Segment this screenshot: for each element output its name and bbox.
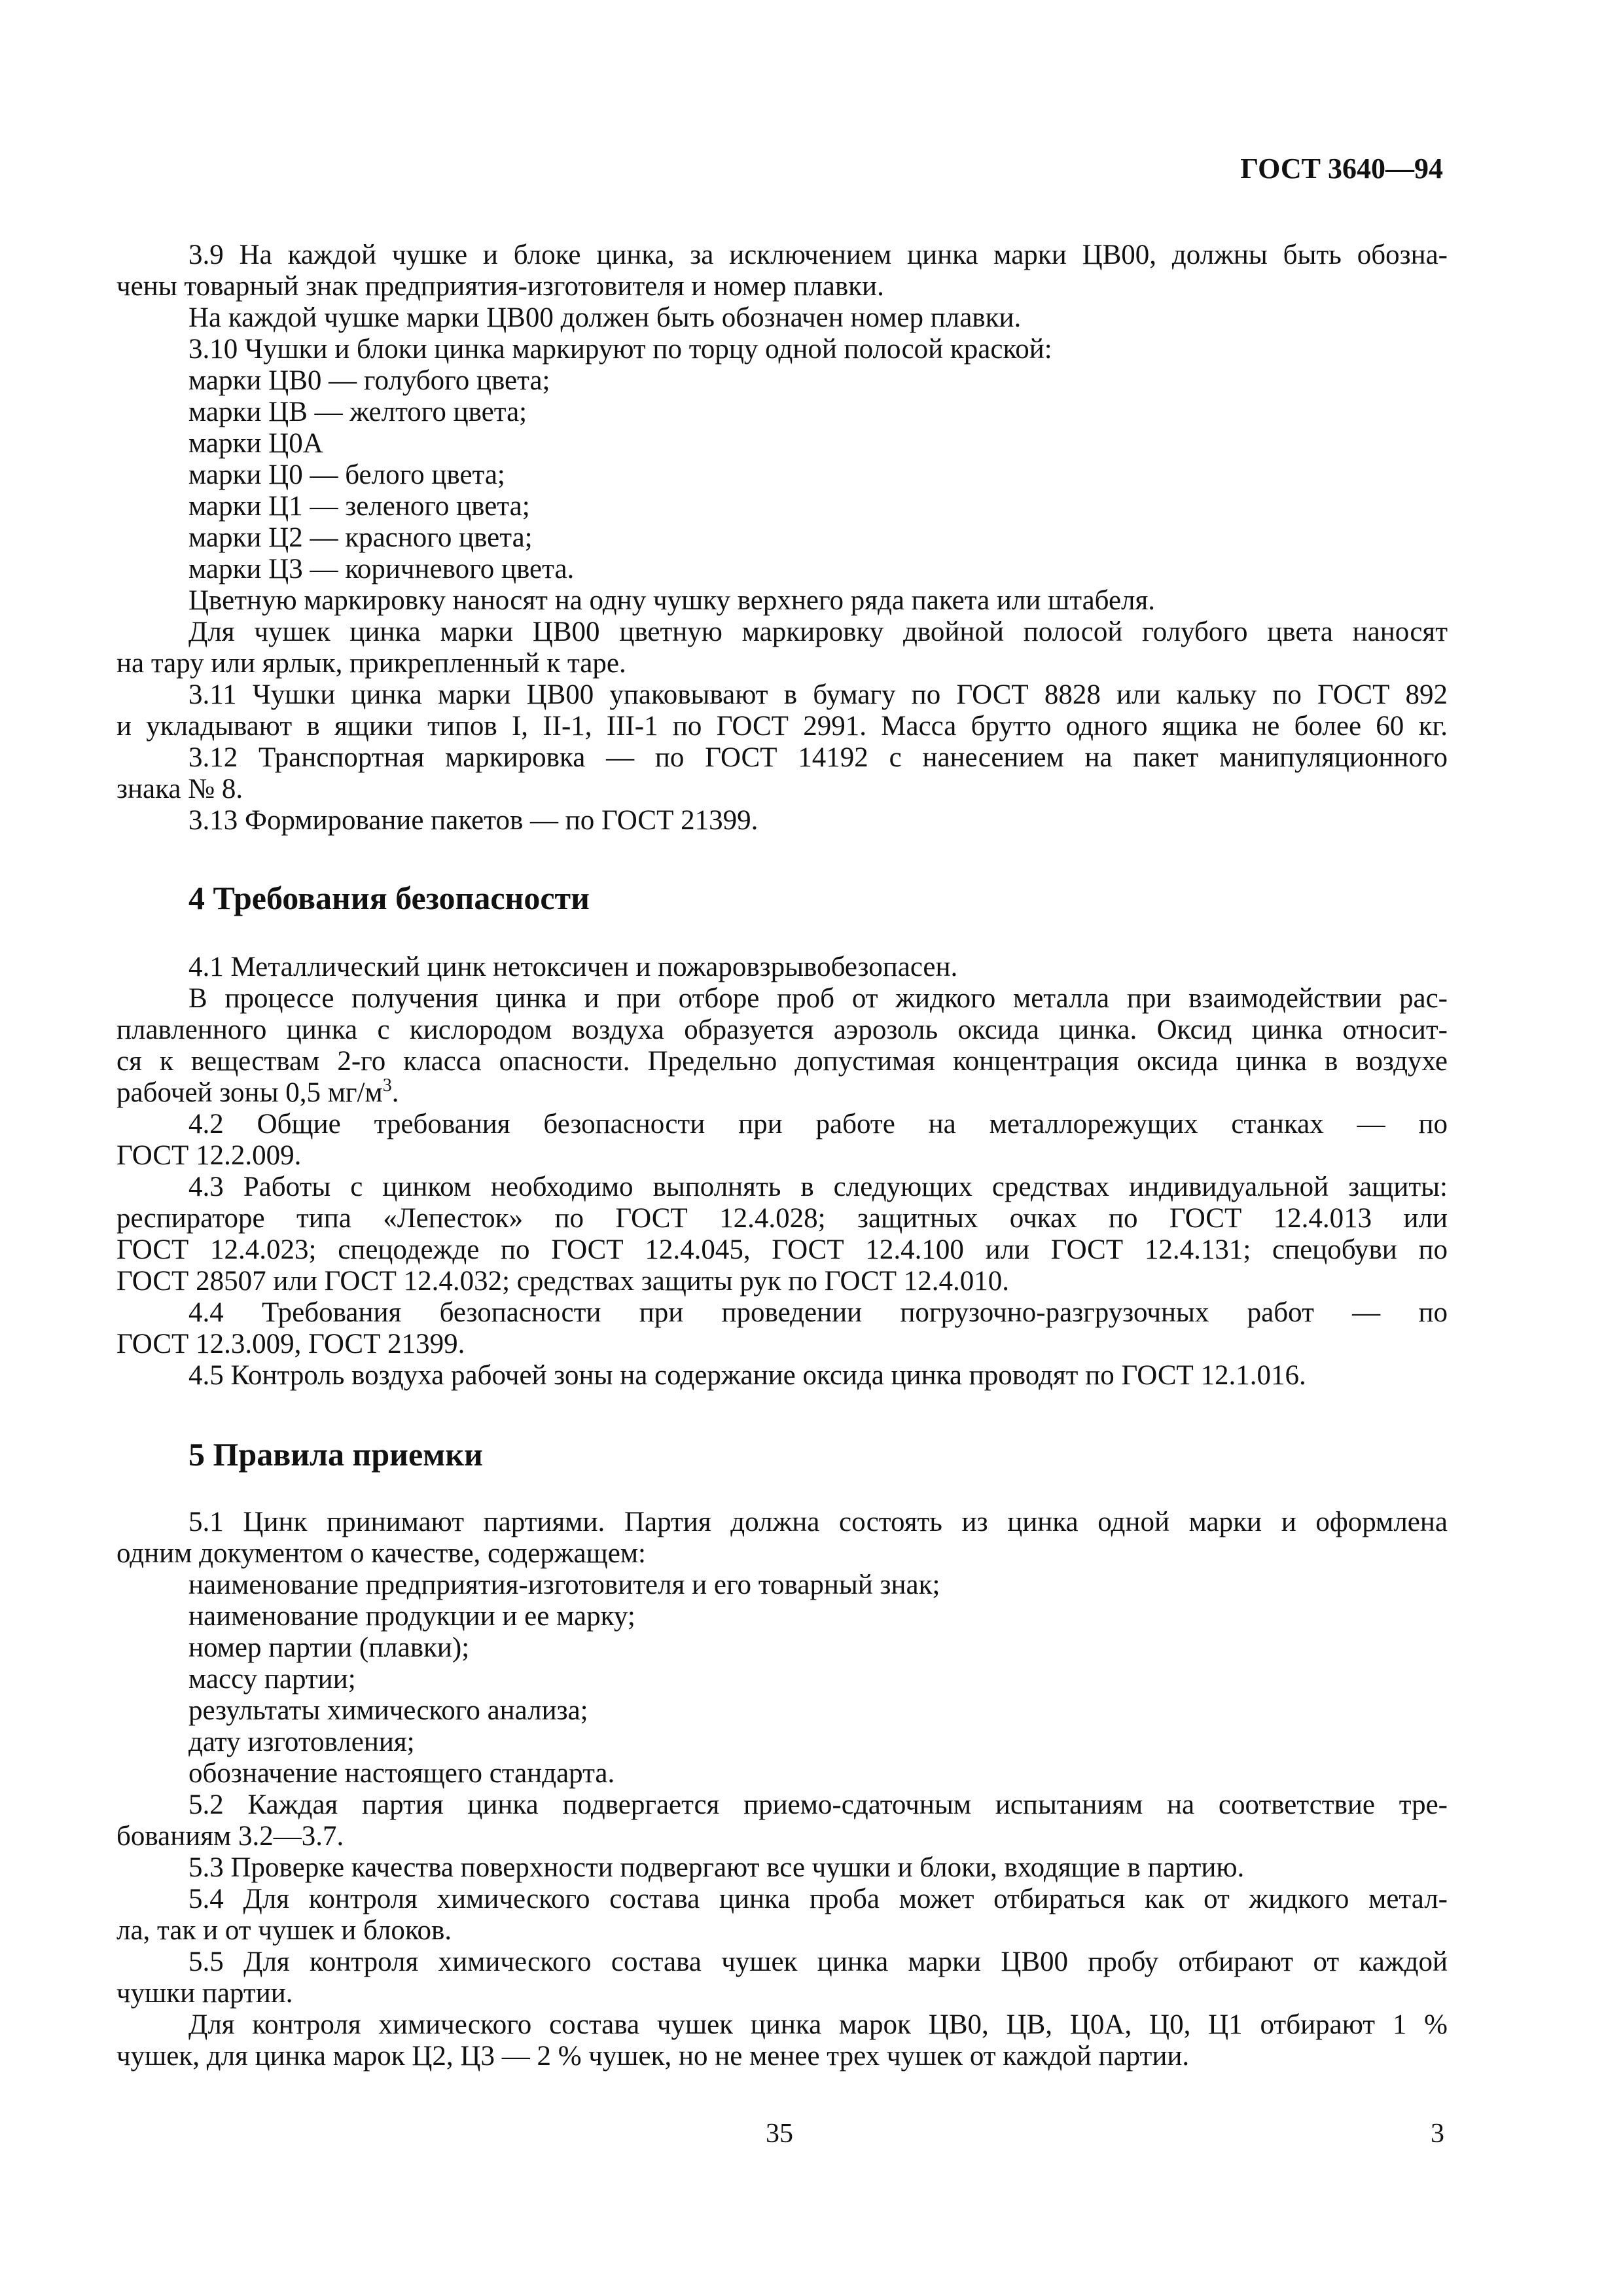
paragraph-line: дату изготовления;	[188, 1727, 415, 1757]
paragraph-line: наименование предприятия-изготовителя и его товарный знак;	[188, 1570, 940, 1600]
paragraph-line: ла, так и от чушек и блоков.	[116, 1915, 452, 1946]
paragraph-line: марки Ц3 — коричневого цвета.	[188, 554, 575, 584]
paragraph-line: массу партии;	[188, 1664, 356, 1695]
paragraph-line: ГОСТ 12.3.009, ГОСТ 21399.	[116, 1329, 465, 1359]
paragraph-line: одним документом о качестве, содержащем:	[116, 1538, 647, 1569]
paragraph-line: 4.3 Работы с цинком необходимо выполнять в следующих средствах индивидуальной защиты:	[188, 1172, 1448, 1202]
paragraph-line: 4.4 Требования безопасности при проведении погрузочно-разгрузочных работ — по	[188, 1297, 1448, 1328]
paragraph-line: ГОСТ 12.4.023; спецодежде по ГОСТ 12.4.045, ГОСТ 12.4.100 или ГОСТ 12.4.131; спецобуви по	[116, 1234, 1448, 1265]
paragraph-line: 5.3 Проверке качества поверхности подвергают все чушки и блоки, входящие в партию.	[188, 1852, 1245, 1883]
paragraph-line: наименование продукции и ее марку;	[188, 1601, 635, 1632]
paragraph-line: номер партии (плавки);	[188, 1632, 470, 1663]
paragraph-line: Цветную маркировку наносят на одну чушку верхнего ряда пакета или штабеля.	[188, 585, 1156, 616]
paragraph-line: знака № 8.	[116, 774, 243, 804]
paragraph-line: чушки партии.	[116, 1978, 293, 2009]
paragraph-line: чушек, для цинка марок Ц2, Ц3 — 2 % чушек, но не менее трех чушек от каждой партии.	[116, 2041, 1190, 2072]
paragraph-line: марки Ц2 — красного цвета;	[188, 522, 533, 553]
paragraph-line: респираторе типа «Лепесток» по ГОСТ 12.4.028; защитных очках по ГОСТ 12.4.013 или	[116, 1203, 1448, 1234]
paragraph-line: 3.11 Чушки цинка марки ЦВ00 упаковывают в бумагу по ГОСТ 8828 или кальку по ГОСТ 892	[188, 679, 1448, 710]
paragraph-line: Для чушек цинка марки ЦВ00 цветную маркировку двойной полосой голубого цвета наносят	[188, 617, 1448, 647]
paragraph-line: ся к веществам 2-го класса опасности. Предельно допустимая концентрация оксида цинка в воздухе	[116, 1046, 1448, 1077]
paragraph-line: 5.5 Для контроля химического состава чушек цинка марки ЦВ00 пробу отбирают от каждой	[188, 1946, 1448, 1977]
paragraph-line: 4.5 Контроль воздуха рабочей зоны на содержание оксида цинка проводят по ГОСТ 12.1.016.	[188, 1360, 1306, 1391]
paragraph-line-text: рабочей зоны 0,5 мг/м	[116, 1077, 383, 1108]
paragraph-line	[116, 1077, 1448, 1109]
paragraph-line: В процессе получения цинка и при отборе проб от жидкого металла при взаимодействии рас-	[188, 983, 1448, 1014]
paragraph-line: чены товарный знак предприятия-изготовителя и номер плавки.	[116, 271, 884, 302]
paragraph-line: 5.2 Каждая партия цинка подвергается приемо-сдаточным испытаниям на соответствие тре-	[188, 1789, 1448, 1820]
section-heading: 4 Требования безопасности	[188, 880, 590, 916]
paragraph-line: плавленного цинка с кислородом воздуха образуется аэрозоль оксида цинка. Оксид цинка относит-	[116, 1014, 1448, 1045]
document-code: ГОСТ 3640—94	[1240, 152, 1443, 185]
paragraph-line: 4.2 Общие требования безопасности при работе на металлорежущих станках — по	[188, 1109, 1448, 1139]
paragraph-line: 3.10 Чушки и блоки цинка маркируют по торцу одной полосой краской:	[188, 334, 1052, 365]
paragraph-line-end: .	[391, 1077, 399, 1108]
paragraph-line: 3.12 Транспортная маркировка — по ГОСТ 14192 с нанесением на пакет манипуляционного	[188, 742, 1448, 773]
paragraph-line: обозначение настоящего стандарта.	[188, 1758, 615, 1789]
paragraph-line: марки Ц1 — зеленого цвета;	[188, 491, 530, 522]
paragraph-line: 3.13 Формирование пакетов — по ГОСТ 21399.	[188, 805, 758, 836]
superscript: 3	[382, 1075, 392, 1096]
page-number-right: 3	[1431, 2119, 1444, 2149]
paragraph-line: ГОСТ 28507 или ГОСТ 12.4.032; средствах защиты рук по ГОСТ 12.4.010.	[116, 1266, 1010, 1297]
paragraph-line: 3.9 На каждой чушке и блоке цинка, за исключением цинка марки ЦВ00, должны быть обозна-	[188, 240, 1448, 270]
paragraph-line: марки Ц0А	[188, 428, 323, 459]
paragraph-line: и укладывают в ящики типов I, II-1, III-1 по ГОСТ 2991. Масса брутто одного ящика не более 60 кг.	[116, 711, 1448, 742]
section-heading: 5 Правила приемки	[188, 1436, 483, 1473]
paragraph-line: 4.1 Металлический цинк нетоксичен и пожаровзрывобезопасен.	[188, 952, 958, 982]
paragraph-line: на тару или ярлык, прикрепленный к таре.	[116, 648, 626, 679]
page-number-center: 35	[766, 2119, 793, 2149]
paragraph-line: марки ЦВ — желтого цвета;	[188, 397, 527, 427]
paragraph-line: ГОСТ 12.2.009.	[116, 1140, 302, 1171]
paragraph-line: марки Ц0 — белого цвета;	[188, 459, 505, 490]
paragraph-line: 5.4 Для контроля химического состава цинка проба может отбираться как от жидкого метал-	[188, 1884, 1448, 1914]
paragraph-line: Для контроля химического состава чушек цинка марок ЦВ0, ЦВ, Ц0А, Ц0, Ц1 отбирают 1 %	[188, 2009, 1448, 2040]
paragraph-line: результаты химического анализа;	[188, 1695, 588, 1726]
paragraph-line: 5.1 Цинк принимают партиями. Партия должна состоять из цинка одной марки и оформлена	[188, 1507, 1448, 1537]
paragraph-line: бованиям 3.2—3.7.	[116, 1821, 344, 1852]
paragraph-line: На каждой чушке марки ЦВ00 должен быть обозначен номер плавки.	[188, 302, 1022, 333]
paragraph-line: марки ЦВ0 — голубого цвета;	[188, 365, 550, 396]
